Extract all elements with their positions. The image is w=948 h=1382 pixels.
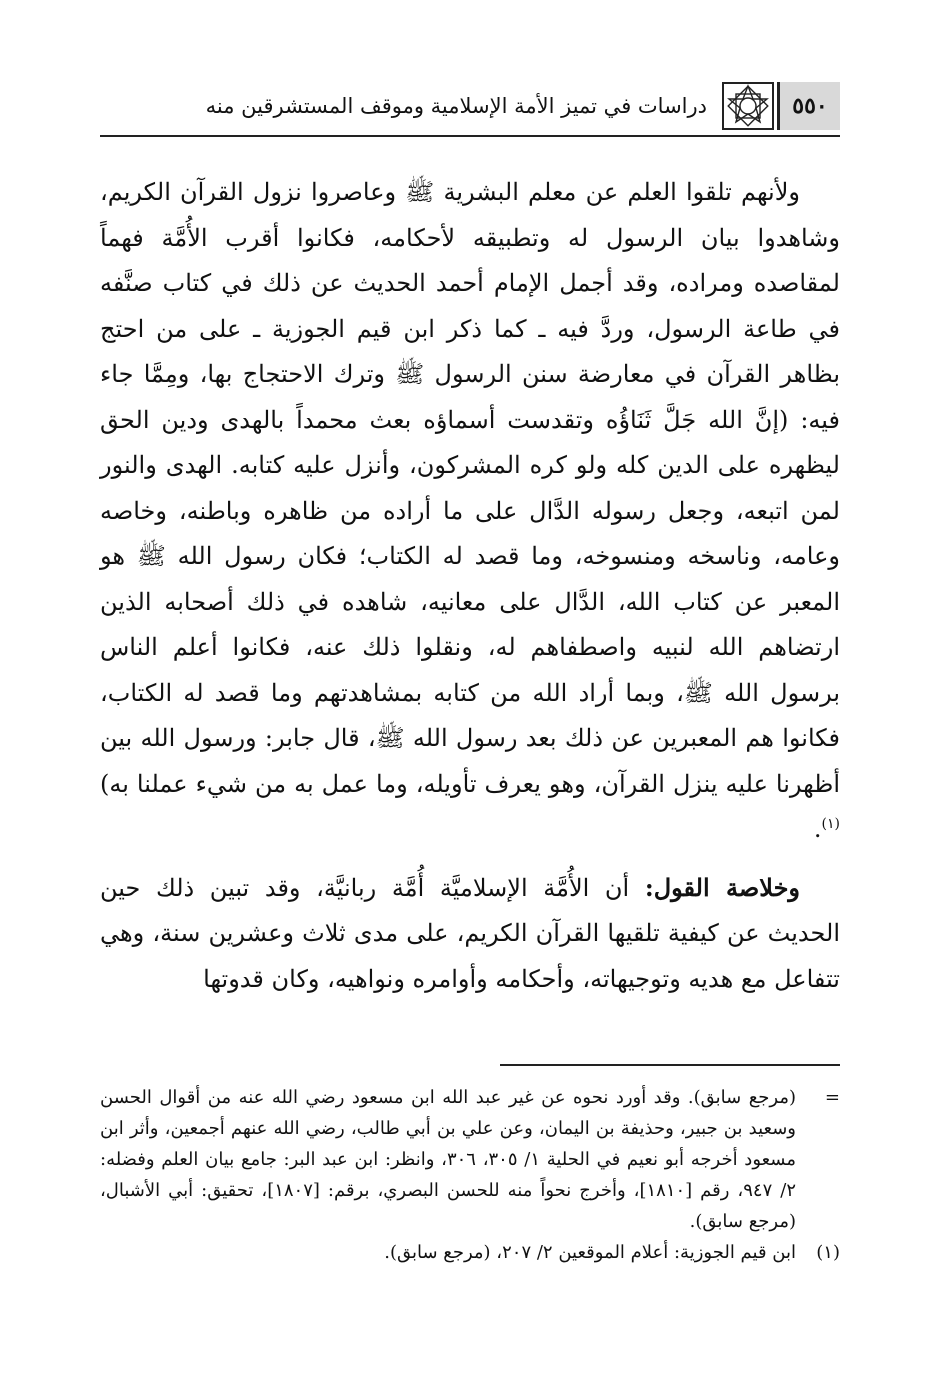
paragraph <box>100 865 840 1003</box>
footnote-text: (مرجع سابق). وقد أورد نحوه عن غير عبد الله ابن مسعود رضي الله عنه من أقوال الحسن وسعيد بن جبير، وحذيفة بن اليمان، وعن علي بن أبي طالب، رضي الله عنهم أجمعين، وأثر ابن مسعود أخرجه أبو نعيم في الحلية ١/ ٣٠٥، ٣٠٦، وانظر: ابن عبد البر: جامع بيان العلم وفضله: ٢/ ٩٤٧، رقم [١٨١٠]، وأخرج نحواً منه للحسن البصري، برقم: [١٨٠٧]، تحقيق: أبي الأشبال، (مرجع سابق). <box>100 1087 797 1232</box>
footnote-separator <box>500 1064 840 1066</box>
main-text <box>100 170 840 1002</box>
running-header <box>100 80 840 132</box>
footnotes <box>100 1082 840 1268</box>
summary-lead: وخلاصة القول: <box>644 872 800 902</box>
header-rule <box>100 135 840 137</box>
footnote-reference: (١) <box>821 816 840 832</box>
geometric-star-ornament-icon <box>719 80 777 132</box>
paragraph-end: . <box>813 815 822 843</box>
footnote-text: ابن قيم الجوزية: أعلام الموقعين ٢/ ٢٠٧، (مرجع سابق). <box>384 1242 796 1263</box>
footnote-mark: (١) <box>816 1242 840 1263</box>
running-header-title: دراسات في تميز الأمة الإسلامية وموقف المستشرقين منه <box>205 94 707 118</box>
paragraph-text: أن الأُمَّة الإسلاميَّة أُمَّة ربانيَّة، وقد تبين ذلك حين الحديث عن كيفية تلقيها القرآن الكريم، على مدى ثلاث وعشرين سنة، وهي تتفاعل مع هديه وتوجيهاته، وأحكامه وأوامره ونواهيه، وكان قدوتها <box>100 873 840 993</box>
footnote-mark: = <box>824 1087 840 1108</box>
footnote <box>100 1082 840 1237</box>
footnote <box>100 1237 840 1268</box>
paragraph-text: ولأنهم تلقوا العلم عن معلم البشرية ﷺ وعاصروا نزول القرآن الكريم، وشاهدوا بيان الرسول له وتطبيقه لأحكامه، فكانوا أقرب الأُمَّة فهماً لمقاصده ومراده، وقد أجمل الإمام أحمد الحديث عن ذلك في كتاب صنَّفه في طاعة الرسول، وردَّ فيه ـ كما ذكر ابن قيم الجوزية ـ على من احتج بظاهر القرآن في معارضة سنن الرسول ﷺ وترك الاحتجاج بها، ومِمَّا جاء فيه: (إنَّ الله جَلَّ ثَنَاؤُه وتقدست أسماؤه بعث محمداً بالهدى ودين الحق ليظهره على الدين كله ولو كره المشركون، وأنزل عليه كتابه. الهدى والنور لمن اتبعه، وجعل رسوله الدَّال على ما أراده من ظاهره وباطنه، وخاصه وعامه، وناسخه ومنسوخه، وما قصد له الكتاب؛ فكان رسول الله ﷺ هو المعبر عن كتاب الله، الدَّال على معانيه، شاهده في ذلك أصحابه الذين ارتضاهم الله لنبيه واصطفاهم له، ونقلوا ذلك عنه، فكانوا أعلم الناس برسول الله ﷺ، وبما أراد الله من كتابه بمشاهدتهم وما قصد له الكتاب، فكانوا هم المعبرين عن ذلك بعد رسول الله ﷺ، قال جابر: ورسول الله بين أظهرنا عليه ينزل القرآن، وهو يعرف تأويله، وما عمل به من شيء عملنا به) <box>100 178 840 798</box>
paragraph <box>100 170 840 853</box>
page-number: ٥٥٠ <box>777 82 840 130</box>
